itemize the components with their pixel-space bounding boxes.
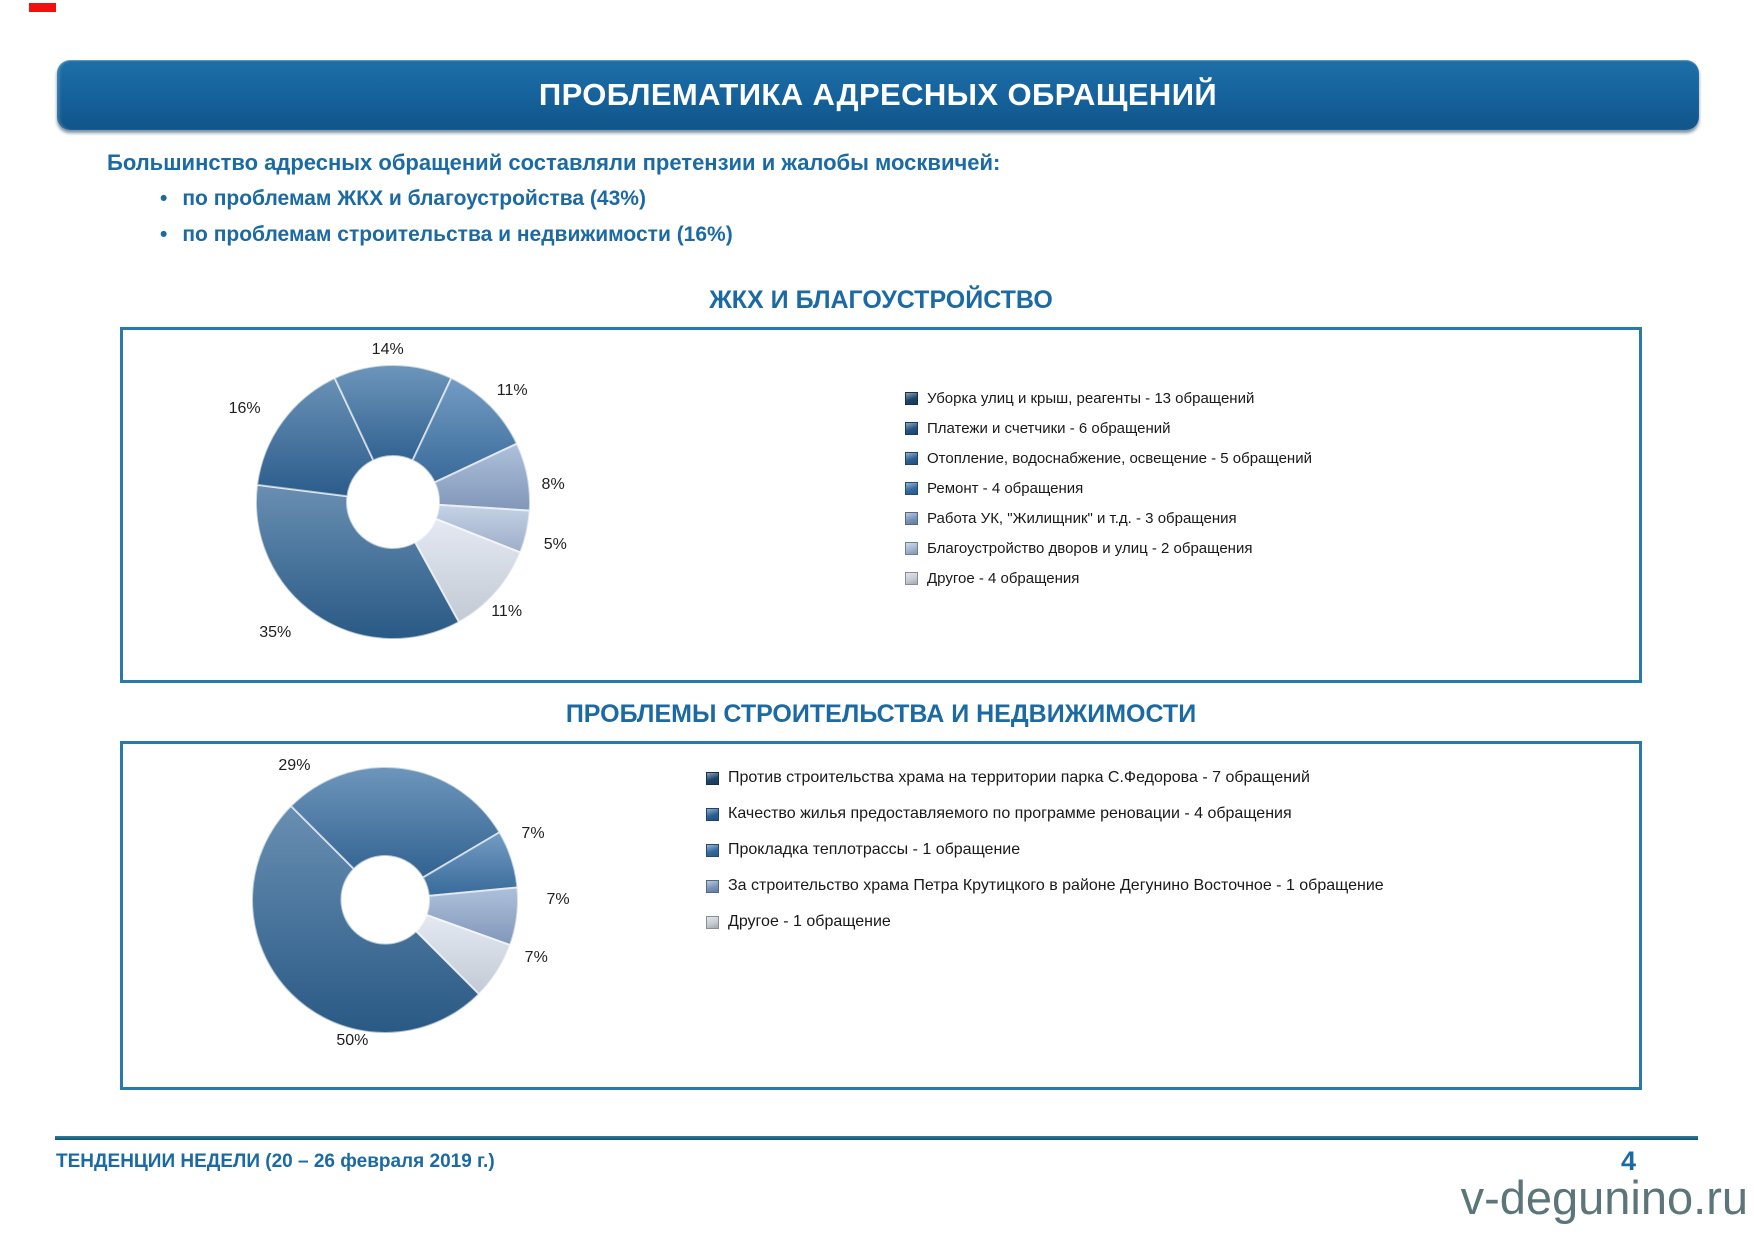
slice-percent-label: 11% <box>496 381 528 399</box>
legend-item-label: Платежи и счетчики - 6 обращений <box>927 419 1171 437</box>
slice-percent-label: 5% <box>543 536 567 554</box>
section-title-construction: ПРОБЛЕМЫ СТРОИТЕЛЬСТВА И НЕДВИЖИМОСТИ <box>565 700 1197 728</box>
legend-item <box>905 503 1312 533</box>
header-bar <box>57 60 1699 130</box>
slice-percent-label: 7% <box>546 891 570 908</box>
legend-item-label: Другое - 4 обращения <box>927 569 1080 587</box>
intro-bullet-1-text: • по проблемам ЖКХ и благоустройства (43%) <box>182 187 646 210</box>
legend-item <box>905 413 1312 443</box>
slice-percent-label: 50% <box>336 1032 369 1050</box>
slice-percent-label: 14% <box>371 341 404 359</box>
slice-percent-label: 8% <box>541 476 565 494</box>
legend-item <box>706 832 1384 868</box>
legend-item-label: Против строительства храма на территории парка С.Федорова - 7 обращений <box>728 769 1310 786</box>
legend-item <box>905 473 1312 503</box>
legend-item <box>905 383 1312 413</box>
red-marker <box>29 3 56 12</box>
intro-heading: Большинство адресных обращений составляли претензии и жалобы москвичей: <box>107 150 1001 175</box>
slice-percent-label: 7% <box>521 825 545 843</box>
watermark-site-name: v-degunino.ru <box>1460 1171 1748 1224</box>
legend-swatch-icon <box>706 880 719 893</box>
legend-swatch-icon <box>905 392 918 405</box>
slice-percent-label: 7% <box>524 949 548 967</box>
legend-item <box>706 868 1384 904</box>
page-number: 4 <box>1620 1146 1636 1176</box>
slice-percent-label: 11% <box>491 602 523 620</box>
legend-swatch-icon <box>905 572 918 585</box>
legend-swatch-icon <box>706 808 719 821</box>
donut-chart-1 <box>243 352 543 652</box>
legend-item <box>905 563 1312 593</box>
legend-item-label: Прокладка теплотрассы - 1 обращение <box>728 841 1021 858</box>
legend-swatch-icon <box>905 452 918 465</box>
chart-legend-1 <box>905 383 1312 593</box>
legend-swatch-icon <box>706 916 719 929</box>
donut-chart-2 <box>235 750 535 1050</box>
chart-legend-2 <box>706 760 1384 940</box>
slice-percent-label: 29% <box>278 756 311 774</box>
intro-bullet-1 <box>160 187 646 211</box>
legend-item <box>905 533 1312 563</box>
page-title: ПРОБЛЕМАТИКА АДРЕСНЫХ ОБРАЩЕНИЙ <box>538 77 1218 112</box>
legend-item-label: За строительство храма Петра Крутицкого в районе Дегунино Восточное - 1 обращение <box>728 877 1384 894</box>
legend-item-label: Качество жилья предоставляемого по программе реновации - 4 обращения <box>728 805 1292 822</box>
legend-item <box>706 760 1384 796</box>
legend-swatch-icon <box>905 422 918 435</box>
legend-swatch-icon <box>706 844 719 857</box>
legend-item <box>706 796 1384 832</box>
legend-item-label: Работа УК, "Жилищник" и т.д. - 3 обращения <box>927 509 1237 527</box>
legend-swatch-icon <box>905 512 918 525</box>
legend-item-label: Благоустройство дворов и улиц - 2 обращения <box>927 539 1253 557</box>
slice-percent-label: 16% <box>228 400 261 418</box>
legend-item <box>905 443 1312 473</box>
slice-percent-label: 35% <box>259 623 292 641</box>
footer-report-title: ТЕНДЕНЦИИ НЕДЕЛИ (20 – 26 февраля 2019 г.) <box>56 1151 495 1172</box>
legend-swatch-icon <box>706 772 719 785</box>
legend-item-label: Другое - 1 обращение <box>728 913 891 930</box>
intro-bullet-2-text: • по проблемам строительства и недвижимости (16%) <box>182 223 733 246</box>
section-title-zhkh: ЖКХ И БЛАГОУСТРОЙСТВО <box>709 286 1053 314</box>
legend-item <box>706 904 1384 940</box>
intro-bullet-2 <box>160 223 733 247</box>
legend-item-label: Ремонт - 4 обращения <box>927 479 1084 497</box>
legend-swatch-icon <box>905 482 918 495</box>
footer-divider <box>55 1136 1698 1140</box>
legend-item-label: Уборка улиц и крыш, реагенты - 13 обращений <box>927 389 1255 407</box>
legend-swatch-icon <box>905 542 918 555</box>
legend-item-label: Отопление, водоснабжение, освещение - 5 обращений <box>927 449 1312 467</box>
